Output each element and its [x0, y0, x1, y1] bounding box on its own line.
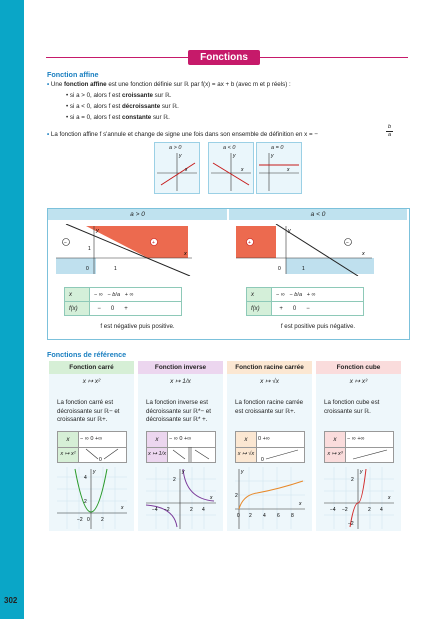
svg-text:−2: −2 [77, 517, 83, 523]
svg-text:2: 2 [249, 513, 252, 519]
affine-bullet-1: • si a > 0, alors f est croissante sur ℝ. [66, 92, 172, 99]
ref-col-inverse [138, 361, 223, 531]
ref-table-carre: x x ↦ x² − ∞ 0 +∞ 0 [57, 431, 127, 463]
sign-table-negative-signs: + 0 − [272, 302, 364, 316]
page-title: Fonctions [188, 50, 260, 65]
svg-text:2: 2 [368, 507, 371, 513]
sign-table-x-values: − ∞ − b/a + ∞ [90, 288, 182, 302]
ref-expr-racine: x ↦ √x [260, 378, 279, 385]
mini-graph-a-negative-svg [209, 143, 253, 193]
sign-table-neg-x-values: − ∞ − b/a + ∞ [272, 288, 364, 302]
svg-text:−2: −2 [342, 507, 348, 513]
svg-text:1: 1 [88, 246, 91, 252]
svg-text:x: x [185, 167, 188, 173]
svg-text:+: + [248, 240, 251, 246]
ref-graph-inverse [146, 467, 216, 529]
affine-bullet-2: • si a < 0, alors f est décroissante sur ℝ. [66, 103, 179, 110]
svg-text:+: + [152, 240, 155, 246]
ref-col-carre [49, 361, 134, 531]
ref-desc-carre: La fonction carré est décroissante sur ℝ− et croissante sur ℝ+. [57, 399, 120, 423]
mini-graph-a-zero: a = 0 x y [256, 142, 302, 194]
svg-text:−4: −4 [152, 507, 158, 513]
ref-graph-carre [57, 467, 127, 529]
svg-text:0: 0 [237, 513, 240, 519]
svg-text:1: 1 [302, 266, 305, 272]
graph-negative [236, 224, 376, 276]
sign-table-x: x [65, 288, 90, 302]
svg-text:−: − [346, 240, 349, 246]
mini-graph-a-zero-svg [257, 143, 301, 193]
ref-col-cube [316, 361, 401, 531]
svg-text:8: 8 [291, 513, 294, 519]
svg-text:0: 0 [278, 266, 281, 272]
svg-text:4: 4 [263, 513, 266, 519]
ref-desc-cube: La fonction cube est croissante sur ℝ. [324, 399, 380, 415]
ref-table-cube: x x ↦ x³ − ∞ +∞ [324, 431, 394, 463]
svg-text:4: 4 [84, 475, 87, 481]
svg-text:−: − [64, 240, 67, 246]
sign-table-negative [246, 287, 364, 316]
ref-graph-cube [324, 467, 394, 529]
affine-bullet-3: • si a = 0, alors f est constante sur ℝ. [66, 114, 170, 121]
svg-text:y: y [96, 228, 99, 234]
ref-title-cube: Fonction cube [316, 361, 401, 374]
svg-text:2: 2 [190, 507, 193, 513]
ref-expr-cube: x ↦ x³ [349, 378, 368, 385]
sign-table-neg-x: x [247, 288, 272, 302]
affine-sign-text: • La fonction affine f s'annule et change de signe une fois dans son ensemble de définition en x = − [47, 131, 318, 138]
col-header-positive: a > 0 [48, 209, 227, 220]
svg-text:2: 2 [351, 477, 354, 483]
col-header-negative: a < 0 [229, 209, 407, 220]
ref-expr-carre: x ↦ x² [82, 378, 101, 385]
svg-text:0: 0 [99, 457, 102, 462]
affine-intro: • Une fonction affine est une fonction définie sur ℝ par f(x) = ax + b (avec m et p réels) : [47, 81, 291, 88]
svg-text:2: 2 [173, 477, 176, 483]
svg-text:0: 0 [261, 457, 264, 462]
svg-text:−2: −2 [348, 521, 354, 527]
svg-text:−2: −2 [164, 507, 170, 513]
sign-table-positive-signs: − 0 + [90, 302, 182, 316]
svg-text:x: x [241, 167, 244, 173]
ref-table-racine: x x ↦ √x 0 +∞ 0 [235, 431, 305, 463]
page-number: 302 [4, 596, 18, 605]
svg-text:y: y [288, 228, 291, 234]
ref-desc-racine: La fonction racine carrée est croissante sur ℝ+. [235, 399, 304, 415]
svg-text:x: x [210, 495, 213, 501]
mini-graph-a-positive: a > 0 x y [154, 142, 200, 194]
svg-text:x: x [184, 251, 187, 257]
svg-text:6: 6 [277, 513, 280, 519]
svg-text:x: x [362, 251, 365, 257]
svg-text:y: y [233, 153, 236, 159]
svg-text:y: y [93, 469, 96, 475]
svg-text:y: y [179, 153, 182, 159]
svg-text:0: 0 [86, 266, 89, 272]
ref-title-inverse: Fonction inverse [138, 361, 223, 374]
svg-text:y: y [241, 469, 244, 475]
svg-text:2: 2 [235, 493, 238, 499]
svg-text:2: 2 [84, 499, 87, 505]
svg-text:y: y [271, 153, 274, 159]
ref-title-racine: Fonction racine carrée [227, 361, 312, 374]
svg-text:−4: −4 [330, 507, 336, 513]
ref-col-racine [227, 361, 312, 531]
reference-heading: Fonctions de référence [47, 350, 127, 359]
left-margin-band [0, 0, 24, 619]
ref-graph-racine [235, 467, 305, 529]
ref-expr-inverse: x ↦ 1/x [170, 378, 191, 385]
svg-text:2: 2 [101, 517, 104, 523]
ref-table-inverse: x x ↦ 1/x − ∞ 0 +∞ [146, 431, 216, 463]
mini-graph-a-positive-svg [155, 143, 199, 193]
sign-table-neg-f: f(x) [247, 302, 272, 316]
svg-text:1: 1 [114, 266, 117, 272]
ref-title-carre: Fonction carré [49, 361, 134, 374]
affine-heading: Fonction affine [47, 70, 99, 79]
svg-text:4: 4 [202, 507, 205, 513]
svg-text:x: x [121, 505, 124, 511]
caption-positive: f est négative puis positive. [100, 323, 175, 330]
svg-text:4: 4 [380, 507, 383, 513]
affine-sign-fraction: b a [388, 124, 392, 138]
svg-text:x: x [299, 501, 302, 507]
sign-table-positive [64, 287, 182, 316]
svg-text:x: x [287, 167, 290, 173]
caption-negative: f est positive puis négative. [280, 323, 356, 330]
sign-table-f: f(x) [65, 302, 90, 316]
svg-text:x: x [388, 495, 391, 501]
svg-text:y: y [182, 469, 185, 475]
mini-graph-a-negative: a < 0 x y [208, 142, 254, 194]
svg-text:0: 0 [87, 517, 90, 523]
ref-desc-inverse: La fonction inverse est décroissante sur ℝ*− et décroissante sur ℝ* +. [146, 399, 211, 423]
svg-text:y: y [360, 469, 363, 475]
graph-positive [56, 224, 196, 276]
